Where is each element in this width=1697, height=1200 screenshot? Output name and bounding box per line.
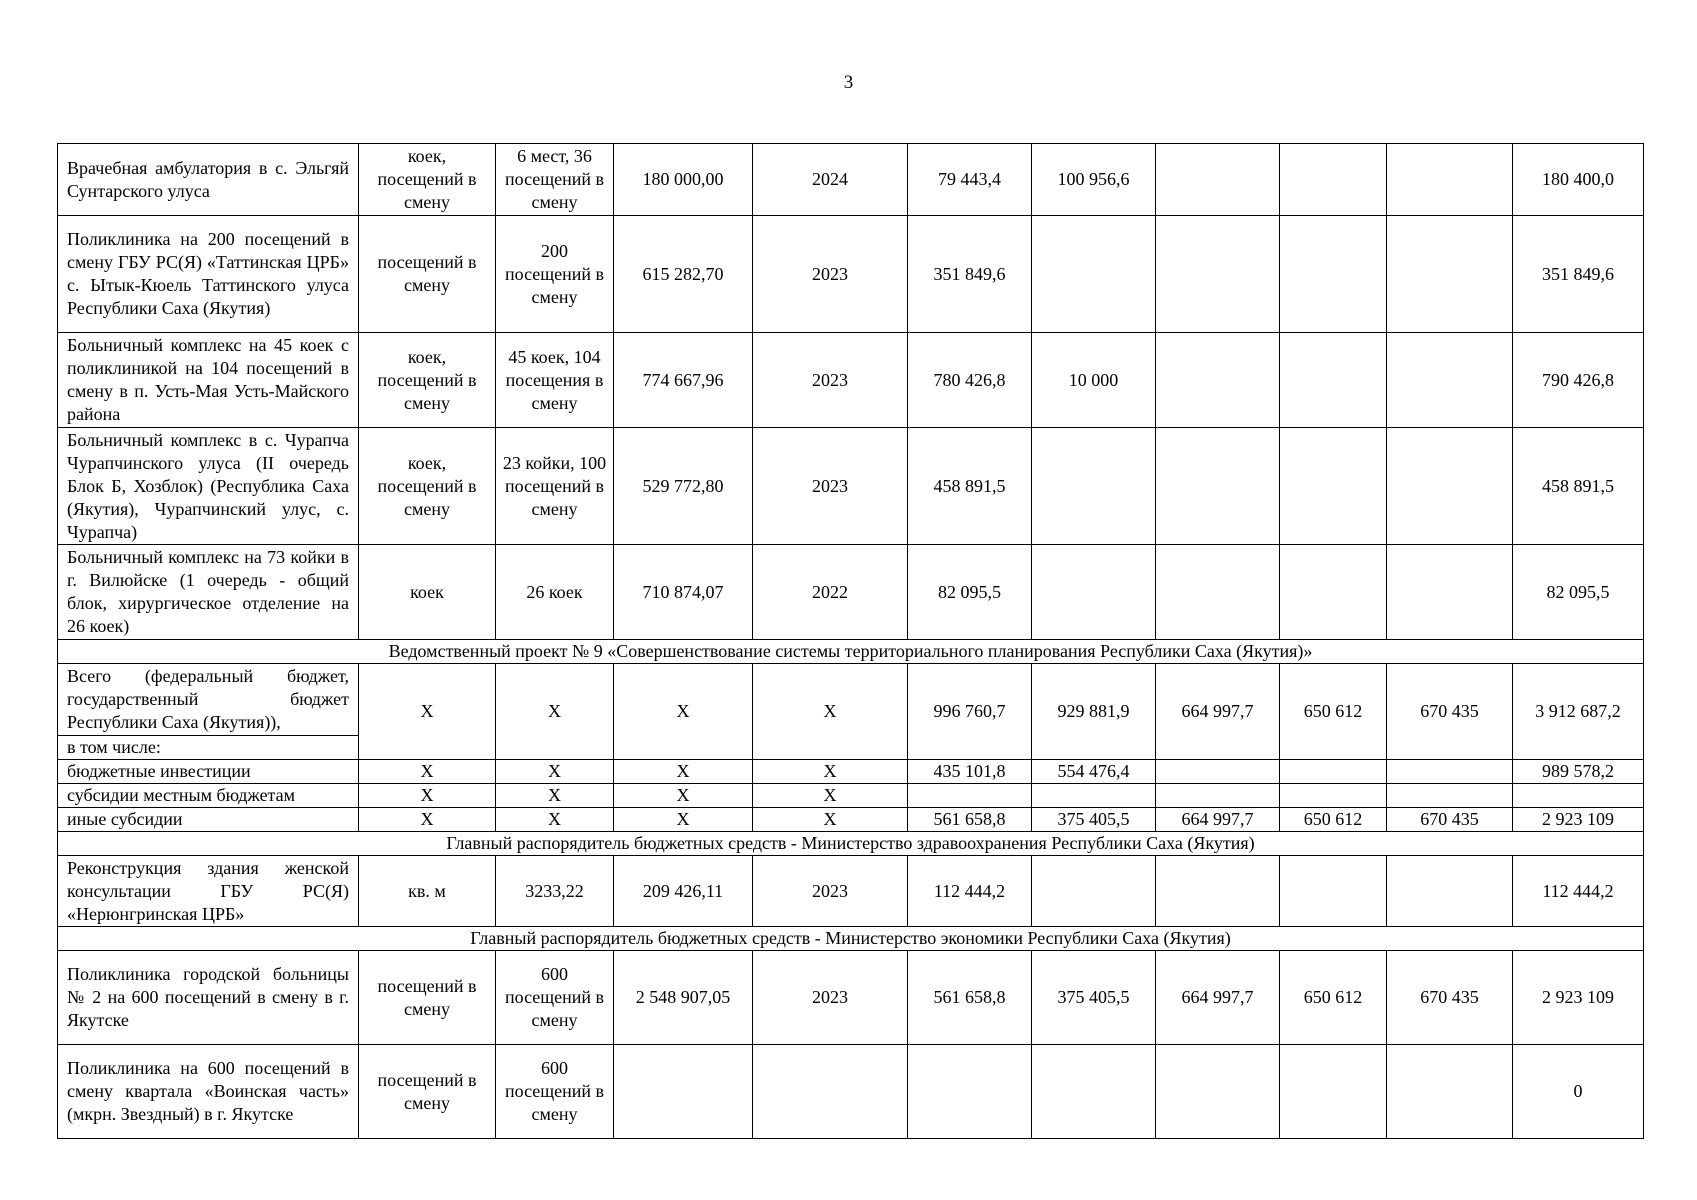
totals-year: Х bbox=[753, 664, 908, 760]
year3-amount bbox=[1156, 216, 1280, 333]
section-heading-project-9: Ведомственный проект № 9 «Совершенствование системы территориального планирования Республики Саха (Якутия)» bbox=[58, 640, 1644, 664]
breakdown-year3: 664 997,7 bbox=[1156, 808, 1280, 832]
year-cell: 2023 bbox=[753, 856, 908, 927]
year4-amount: 650 612 bbox=[1280, 951, 1387, 1045]
estimated-cost-cell: 2 548 907,05 bbox=[614, 951, 753, 1045]
total-amount: 0 bbox=[1513, 1045, 1644, 1139]
year2-amount bbox=[1032, 856, 1156, 927]
breakdown-name: иные субсидии bbox=[58, 808, 359, 832]
table-row bbox=[58, 951, 1644, 1045]
year4-amount bbox=[1280, 856, 1387, 927]
year1-amount: 780 426,8 bbox=[908, 333, 1032, 428]
breakdown-year: Х bbox=[753, 808, 908, 832]
year3-amount: 664 997,7 bbox=[1156, 951, 1280, 1045]
unit-cell: кв. м bbox=[359, 856, 496, 927]
breakdown-year2 bbox=[1032, 784, 1156, 808]
breakdown-estimated-cost: Х bbox=[614, 760, 753, 784]
totals-year5: 670 435 bbox=[1387, 664, 1513, 760]
totals-year1: 996 760,7 bbox=[908, 664, 1032, 760]
year5-amount bbox=[1387, 1045, 1513, 1139]
totals-estimated-cost: Х bbox=[614, 664, 753, 760]
breakdown-total: 2 923 109 bbox=[1513, 808, 1644, 832]
year-cell: 2024 bbox=[753, 144, 908, 216]
breakdown-capacity: Х bbox=[496, 808, 614, 832]
year1-amount: 351 849,6 bbox=[908, 216, 1032, 333]
year2-amount bbox=[1032, 1045, 1156, 1139]
totals-capacity: Х bbox=[496, 664, 614, 760]
capacity-cell: 26 коек bbox=[496, 545, 614, 640]
section-row bbox=[58, 927, 1644, 951]
year5-amount bbox=[1387, 144, 1513, 216]
table-row bbox=[58, 428, 1644, 545]
table-row bbox=[58, 333, 1644, 428]
table-row bbox=[58, 144, 1644, 216]
capacity-cell: 6 мест, 36 посещений в смену bbox=[496, 144, 614, 216]
breakdown-unit: Х bbox=[359, 808, 496, 832]
breakdown-estimated-cost: Х bbox=[614, 808, 753, 832]
year4-amount bbox=[1280, 333, 1387, 428]
breakdown-year5 bbox=[1387, 760, 1513, 784]
totals-year2: 929 881,9 bbox=[1032, 664, 1156, 760]
year5-amount bbox=[1387, 856, 1513, 927]
breakdown-estimated-cost: Х bbox=[614, 784, 753, 808]
breakdown-year4: 650 612 bbox=[1280, 808, 1387, 832]
year-cell: 2023 bbox=[753, 333, 908, 428]
year1-amount: 561 658,8 bbox=[908, 951, 1032, 1045]
capacity-cell: 200 посещений в смену bbox=[496, 216, 614, 333]
year5-amount bbox=[1387, 428, 1513, 545]
object-name: Поликлиника городской больницы № 2 на 600 посещений в смену в г. Якутске bbox=[58, 951, 359, 1045]
year3-amount bbox=[1156, 333, 1280, 428]
unit-cell: коек, посещений в смену bbox=[359, 428, 496, 545]
totals-total: 3 912 687,2 bbox=[1513, 664, 1644, 760]
object-name: Поликлиника на 600 посещений в смену квартала «Воинская часть» (мкрн. Звездный) в г. Якутске bbox=[58, 1045, 359, 1139]
estimated-cost-cell: 209 426,11 bbox=[614, 856, 753, 927]
unit-cell: коек, посещений в смену bbox=[359, 144, 496, 216]
breakdown-year2: 375 405,5 bbox=[1032, 808, 1156, 832]
year-cell: 2022 bbox=[753, 545, 908, 640]
year5-amount bbox=[1387, 545, 1513, 640]
totals-year3: 664 997,7 bbox=[1156, 664, 1280, 760]
breakdown-name: субсидии местным бюджетам bbox=[58, 784, 359, 808]
year2-amount: 10 000 bbox=[1032, 333, 1156, 428]
breakdown-capacity: Х bbox=[496, 784, 614, 808]
including-label: в том числе: bbox=[58, 736, 359, 760]
year3-amount bbox=[1156, 144, 1280, 216]
breakdown-year: Х bbox=[753, 760, 908, 784]
breakdown-name: бюджетные инвестиции bbox=[58, 760, 359, 784]
year-cell: 2023 bbox=[753, 951, 908, 1045]
estimated-cost-cell: 615 282,70 bbox=[614, 216, 753, 333]
table-row bbox=[58, 1045, 1644, 1139]
capacity-cell: 600 посещений в смену bbox=[496, 951, 614, 1045]
year-cell: 2023 bbox=[753, 428, 908, 545]
breakdown-unit: Х bbox=[359, 784, 496, 808]
table-row bbox=[58, 216, 1644, 333]
breakdown-year2: 554 476,4 bbox=[1032, 760, 1156, 784]
breakdown-total: 989 578,2 bbox=[1513, 760, 1644, 784]
breakdown-row bbox=[58, 784, 1644, 808]
breakdown-capacity: Х bbox=[496, 760, 614, 784]
unit-cell: посещений в смену bbox=[359, 951, 496, 1045]
breakdown-year1: 435 101,8 bbox=[908, 760, 1032, 784]
year2-amount bbox=[1032, 216, 1156, 333]
estimated-cost-cell: 529 772,80 bbox=[614, 428, 753, 545]
estimated-cost-cell: 774 667,96 bbox=[614, 333, 753, 428]
totals-unit: Х bbox=[359, 664, 496, 760]
object-name: Больничный комплекс на 45 коек с поликлиникой на 104 посещений в смену в п. Усть-Мая Усть-Майского района bbox=[58, 333, 359, 428]
year4-amount bbox=[1280, 144, 1387, 216]
object-name: Больничный комплекс на 73 койки в г. Вилюйске (1 очередь - общий блок, хирургическое отделение на 26 коек) bbox=[58, 545, 359, 640]
investment-objects-table bbox=[57, 143, 1644, 1139]
totals-year4: 650 612 bbox=[1280, 664, 1387, 760]
breakdown-row bbox=[58, 760, 1644, 784]
breakdown-year5 bbox=[1387, 784, 1513, 808]
year3-amount bbox=[1156, 1045, 1280, 1139]
page-number: 3 bbox=[843, 72, 854, 93]
section-row bbox=[58, 832, 1644, 856]
estimated-cost-cell: 180 000,00 bbox=[614, 144, 753, 216]
year4-amount bbox=[1280, 1045, 1387, 1139]
object-name: Врачебная амбулатория в с. Эльгяй Сунтарского улуса bbox=[58, 144, 359, 216]
year1-amount: 458 891,5 bbox=[908, 428, 1032, 545]
breakdown-year: Х bbox=[753, 784, 908, 808]
breakdown-year3 bbox=[1156, 760, 1280, 784]
year5-amount bbox=[1387, 333, 1513, 428]
year4-amount bbox=[1280, 428, 1387, 545]
total-amount: 351 849,6 bbox=[1513, 216, 1644, 333]
year3-amount bbox=[1156, 545, 1280, 640]
year3-amount bbox=[1156, 856, 1280, 927]
total-amount: 82 095,5 bbox=[1513, 545, 1644, 640]
table-row bbox=[58, 856, 1644, 927]
breakdown-year5: 670 435 bbox=[1387, 808, 1513, 832]
breakdown-year1 bbox=[908, 784, 1032, 808]
estimated-cost-cell bbox=[614, 1045, 753, 1139]
breakdown-year1: 561 658,8 bbox=[908, 808, 1032, 832]
year1-amount: 112 444,2 bbox=[908, 856, 1032, 927]
unit-cell: посещений в смену bbox=[359, 1045, 496, 1139]
breakdown-year4 bbox=[1280, 784, 1387, 808]
totals-name: Всего (федеральный бюджет, государственный бюджет Республики Саха (Якутия)), bbox=[58, 664, 359, 736]
year1-amount: 79 443,4 bbox=[908, 144, 1032, 216]
year2-amount bbox=[1032, 428, 1156, 545]
year-cell bbox=[753, 1045, 908, 1139]
total-amount: 112 444,2 bbox=[1513, 856, 1644, 927]
capacity-cell: 45 коек, 104 посещения в смену bbox=[496, 333, 614, 428]
year2-amount bbox=[1032, 545, 1156, 640]
object-name: Поликлиника на 200 посещений в смену ГБУ РС(Я) «Таттинская ЦРБ» с. Ытык-Кюель Таттинского улуса Республики Саха (Якутия) bbox=[58, 216, 359, 333]
total-amount: 458 891,5 bbox=[1513, 428, 1644, 545]
breakdown-total bbox=[1513, 784, 1644, 808]
year2-amount: 100 956,6 bbox=[1032, 144, 1156, 216]
breakdown-row bbox=[58, 808, 1644, 832]
breakdown-year3 bbox=[1156, 784, 1280, 808]
table-row bbox=[58, 545, 1644, 640]
year-cell: 2023 bbox=[753, 216, 908, 333]
section-heading-ministry-health: Главный распорядитель бюджетных средств - Министерство здравоохранения Республики Саха (Якутия) bbox=[58, 832, 1644, 856]
capacity-cell: 23 койки, 100 посещений в смену bbox=[496, 428, 614, 545]
breakdown-year4 bbox=[1280, 760, 1387, 784]
year1-amount: 82 095,5 bbox=[908, 545, 1032, 640]
section-row bbox=[58, 640, 1644, 664]
year5-amount bbox=[1387, 216, 1513, 333]
object-name: Больничный комплекс в с. Чурапча Чурапчинского улуса (II очередь Блок Б, Хозблок) (Республика Саха (Якутия), Чурапчинский улус, с. Чурапча) bbox=[58, 428, 359, 545]
unit-cell: коек, посещений в смену bbox=[359, 333, 496, 428]
object-name: Реконструкция здания женской консультации ГБУ РС(Я) «Нерюнгринская ЦРБ» bbox=[58, 856, 359, 927]
total-amount: 790 426,8 bbox=[1513, 333, 1644, 428]
unit-cell: коек bbox=[359, 545, 496, 640]
unit-cell: посещений в смену bbox=[359, 216, 496, 333]
year4-amount bbox=[1280, 545, 1387, 640]
estimated-cost-cell: 710 874,07 bbox=[614, 545, 753, 640]
year4-amount bbox=[1280, 216, 1387, 333]
year5-amount: 670 435 bbox=[1387, 951, 1513, 1045]
capacity-cell: 600 посещений в смену bbox=[496, 1045, 614, 1139]
total-amount: 2 923 109 bbox=[1513, 951, 1644, 1045]
capacity-cell: 3233,22 bbox=[496, 856, 614, 927]
total-amount: 180 400,0 bbox=[1513, 144, 1644, 216]
breakdown-unit: Х bbox=[359, 760, 496, 784]
year3-amount bbox=[1156, 428, 1280, 545]
year1-amount bbox=[908, 1045, 1032, 1139]
section-heading-ministry-economy: Главный распорядитель бюджетных средств - Министерство экономики Республики Саха (Якутия) bbox=[58, 927, 1644, 951]
year2-amount: 375 405,5 bbox=[1032, 951, 1156, 1045]
totals-row bbox=[58, 664, 1644, 736]
